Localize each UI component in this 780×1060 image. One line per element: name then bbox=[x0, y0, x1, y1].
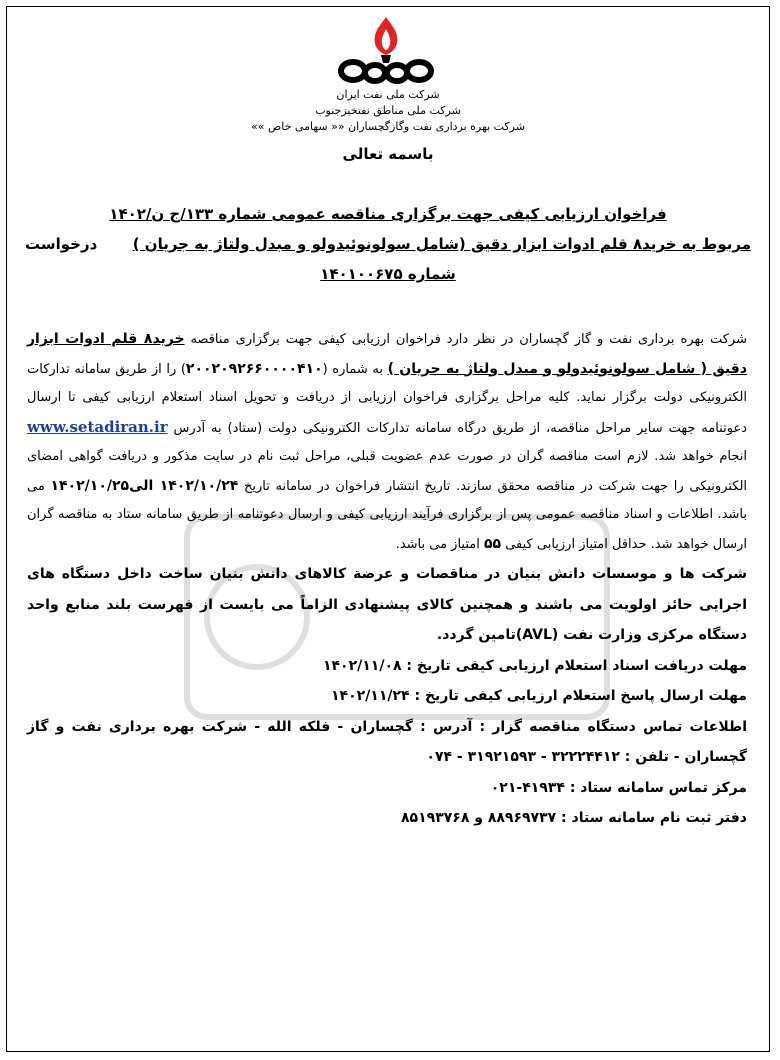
para-text: الی bbox=[129, 477, 160, 494]
setad-registration-office: دفتر ثبت نام سامانه ستاد : ۸۸۹۶۹۷۳۷ و ۸۵۱۹۳۷۶۸ bbox=[401, 810, 747, 826]
setad-website-link[interactable]: www.setadiran.ir bbox=[27, 417, 168, 436]
company-line: شرکت ملی مناطق نفتخیزجنوب bbox=[315, 104, 461, 117]
document-frame bbox=[6, 6, 770, 1052]
minimum-score: ۵۵ bbox=[483, 535, 502, 552]
para-text: به شماره ( bbox=[322, 361, 388, 377]
para-text: ) را از طریق سامانه تدارکات الکترونیکی دولت برگزار نماید. کلیه مراحل برگزاری فراخوان ارزیابی از دریافت و تحویل اسناد استعلام ارزیابی کیفی تا ارسال دعوتنامه جهت سایر مراحل مناقصه، از طریق درگاه سامانه تدارکات الکترونیکی دولت (ستاد) به آدرس bbox=[27, 361, 747, 436]
paragraph-main bbox=[27, 325, 747, 559]
title-line-1: فراخوان ارزیابی کیفی جهت برگزاری مناقصه عمومی شماره ۱۳۳/ج ن/۱۴۰۲ bbox=[109, 205, 667, 223]
bismillah: باسمه تعالی bbox=[342, 145, 434, 163]
title-request: درخواست bbox=[25, 235, 98, 253]
publish-date-to: ۱۴۰۲/۱۰/۲۵ bbox=[50, 477, 130, 494]
para-text: انجام خواهد شد. لازم است مناقصه گران در صورت عدم عضویت قبلی، مراحل ثبت نام در سایت مذکور و دریافت گواهی امضای الکترونیکی را جهت شرکت در مناقصه محقق سازند. تاریخ انتشار فراخوان در سامانه تاریخ bbox=[27, 449, 748, 494]
publish-date-from: ۱۴۰۲/۱۰/۲۴ bbox=[159, 477, 239, 494]
deadline-send: مهلت ارسال پاسخ استعلام ارزیابی کیفی تاریخ : ۱۴۰۲/۱۱/۲۴ bbox=[331, 688, 747, 704]
company-header bbox=[7, 87, 769, 135]
contact-info: اطلاعات تماس دستگاه مناقصه گزار : آدرس : گچساران - فلکه الله - شرکت بهره برداری نفت و گاز گچساران - تلفن : ۳۲۲۲۴۴۱۲ - ۳۱۹۲۱۵۹۳ - ۰۷۴ bbox=[27, 718, 747, 765]
knowledge-based-note: شرکت ها و موسسات دانش بنیان در مناقصات و عرضة کالاهای دانش بنیان ساخت داخل دستگاه های اجرایی حائز اولویت می باشند و همچنین کالای پیشنهادی الزاماً می بایست از فهرست بلند منابع واحد دستگاه مرکزی وزارت نفت (AVL)تامین گردد. bbox=[27, 566, 747, 643]
item-description: خرید۸ قلم ادوات ابزار دقیق ( شامل سولونوئیدولو و مبدل ولتاژ به جریان ) bbox=[27, 331, 748, 377]
company-line: شرکت ملی نفت ایران bbox=[336, 88, 440, 101]
announcement-body bbox=[27, 325, 747, 834]
para-text: شرکت بهره برداری نفت و گاز گچساران در نظر دارد فراخوان ارزیابی کیفی جهت برگزاری مناقصه bbox=[184, 332, 747, 347]
para-text: می باشد. اطلاعات و اسناد مناقصه عمومی پس از برگزاری فرآیند ارزیابی کیفی و ارسال دعوتنامه از طریق سامانه ستاد به مناقصه گران ارسال خواهد شد. حداقل امتیاز ارزیابی کیفی bbox=[27, 478, 747, 552]
para-text: امتیاز می باشد. bbox=[395, 536, 484, 552]
setad-contact-center: مرکز تماس سامانه ستاد : ۴۱۹۳۴-۰۲۱ bbox=[490, 779, 747, 796]
deadline-receive: مهلت دریافت اسناد استعلام ارزیابی کیفی تاریخ : ۱۴۰۲/۱۱/۰۸ bbox=[322, 657, 747, 674]
tender-number: ۲۰۰۲۰۹۲۶۶۰۰۰۰۴۱۰ bbox=[185, 360, 323, 377]
nioc-flame-logo-icon bbox=[331, 15, 441, 87]
title-line-2: مربوط به خرید۸ قلم ادوات ابزار دقیق (شامل سولونوئیدولو و مبدل ولتاژ به جریان ) bbox=[132, 235, 751, 253]
title-line-3: شماره ۱۴۰۱۰۰۶۷۵ bbox=[320, 265, 456, 283]
announcement-title bbox=[25, 199, 751, 289]
company-line: شرکت بهره برداری نفت وگازگچساران «« سهامی خاص »» bbox=[251, 120, 525, 133]
